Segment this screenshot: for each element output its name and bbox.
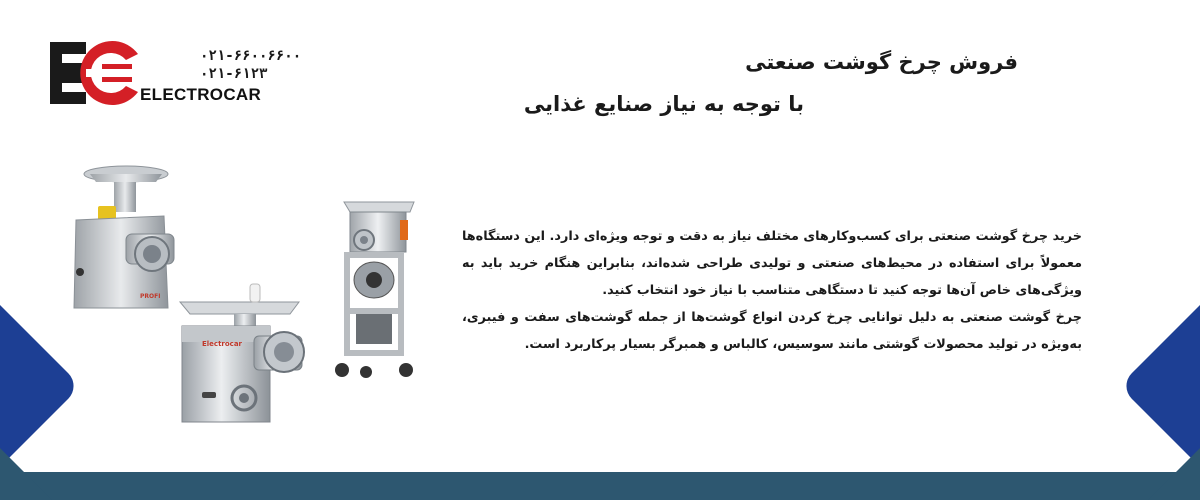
- phone-number-1: ۰۲۱-۶۶۰۰۶۶۰۰: [200, 48, 302, 64]
- brand-name: ELECTROCAR: [140, 85, 262, 104]
- bottom-bar: [0, 472, 1200, 500]
- phone-number-2: ۰۲۱-۶۱۲۳: [200, 66, 268, 82]
- page-title: فروش چرخ گوشت صنعتی: [745, 50, 1018, 74]
- meat-grinder-image-2: [172, 280, 307, 430]
- grinder-with-stand-image: [326, 190, 418, 380]
- description-paragraph-2: چرخ گوشت صنعتی به دلیل توانایی چرخ کردن انواع گوشت‌ها از جمله گوشت‌های سفت و فیبری، به‌ویژه در تولید محصولات گوشتی مانند سوسیس، کالباس و همبرگر بسیار پرکاربرد است.: [462, 310, 1082, 352]
- electrocar-logo-icon: [50, 40, 142, 106]
- description: [462, 223, 1082, 358]
- svg-text:PROFI: PROFI: [140, 293, 161, 300]
- logo: [50, 40, 302, 110]
- meat-grinder-image-1: [60, 158, 178, 318]
- page-subtitle: با توجه به نیاز صنایع غذایی: [523, 92, 804, 116]
- description-paragraph-1: خرید چرخ گوشت صنعتی برای کسب‌وکارهای مختلف نیاز به دقت و توجه ویژه‌ای دارد. این دستگاه‌ها معمولاً برای استفاده در محیط‌های صنعتی و تولیدی طراحی شده‌اند، بنابراین هنگام خرید باید به ویژگی‌های خاص آن‌ها توجه کنید تا دستگاهی متناسب با نیاز خود انتخاب کنید.: [462, 229, 1082, 298]
- bottom-notch-right: [1148, 448, 1200, 500]
- svg-text:Electrocar: Electrocar: [202, 340, 243, 348]
- bottom-notch-left: [0, 448, 52, 500]
